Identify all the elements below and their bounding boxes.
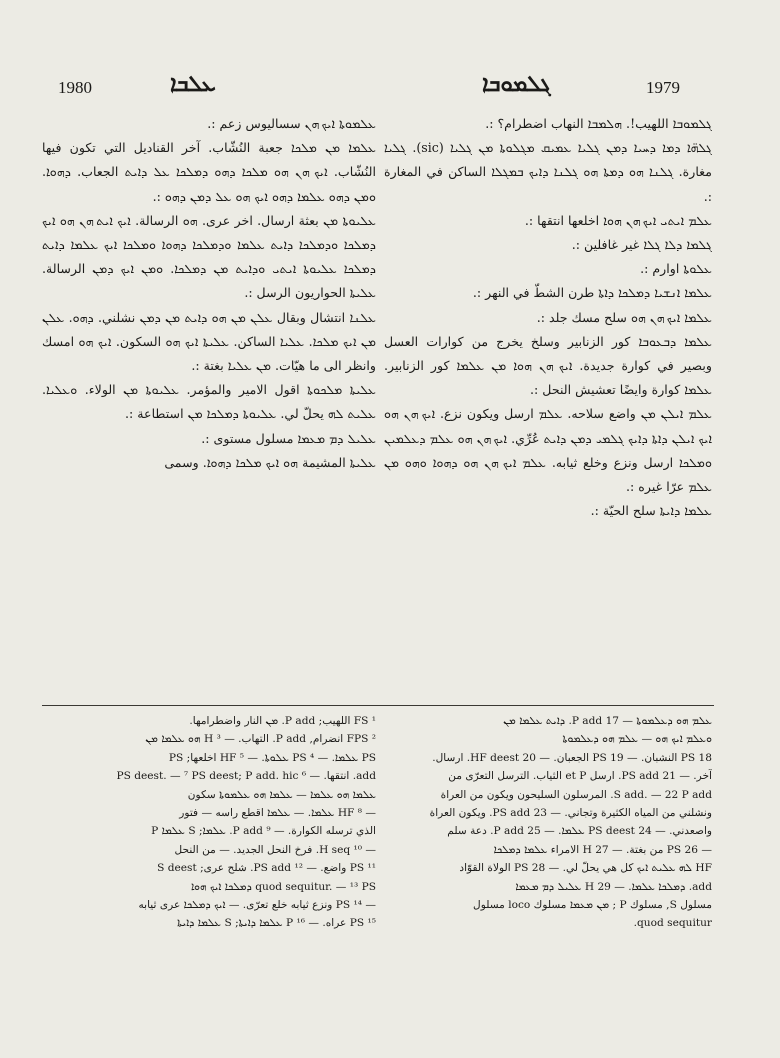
right-footnotes (384, 712, 712, 952)
left-entry-6: ܥܠܝܠ ܕܡ ܡܥܡܐ مسلول مستوى :. (201, 430, 376, 446)
right-footnote-line: add. ܕܡܠܟܐ ܥܠܡܐ. — 29 H ܥܠܝܠ ܕܡ ܡܥܡܐ (515, 880, 712, 893)
right-footnote-line: 18 PS النشبان. — 19 PS الجعبان. — 20 HF deest. ارسال. (432, 751, 712, 764)
right-footnote-line: مسلول S, مسلوك P ; ܡܢ ܡܥܡܐ مسلوك loco مسلول (473, 899, 712, 912)
left-running-head: ܥܠܒܐ (170, 72, 216, 97)
right-text-column (384, 112, 712, 697)
left-entry-5: ܥܠܝܬܐ ܡܠܟܘܬܐ اقول الامير والمؤمر. ܥܠܝܘܬܐ ܡܢ الولاء. ܘܥܠܝܐ. ܥܠܝܬ ܠܗ يحلّ لي. ܥܠܝܘܬܐ ܕܡܠܟܐ ܡܢ استطاعة :. (42, 382, 376, 422)
right-entry-3: ܥܠܡ ܐܝܬܝ ܐܝܟ ܗܢ ܗܘܐ اخلعها انتقها :. (524, 212, 712, 228)
right-footnote-line: S add. — 22 P add. المرسلون السليحون ويكون من العراة (440, 788, 712, 801)
left-entry-1: ܥܠܡܘܬܐ ܐܝܟ ܗܢ سساليوس زعم :. (207, 116, 376, 131)
right-entry-9: ܥܠܡ ܐܝܠܢ ܡܢ واضع سلاحه. ܥܠܡ ارسل ويكون نزع. ܐܝܟ ܗܢ ܗܘ ܐܝܟ ܐܝܠܢ ܕܐܬܐ ܕܐܝܟ ܓܠܡܝ ܕܡܢ ܕܐܝܬ عُرِّي. ܐܝܟ ܗܢ ܗܘ ܥܠܡ ܕܥܠܡܝܢ ܘܡܠܟܐ ارسل ونزع وخلع ثيابه. ܥܠܡ ܐܝܟ ܗܢ ܗܘ ܕܗܘܐ ܘܗܘ ܡܢ ܥܠܡ عرّا غيره :. (384, 406, 712, 495)
left-footnote-line: — ¹⁰ H seq. فرخ النحل الجديد. — من النحل (174, 843, 376, 856)
left-page-number: 1980 (58, 78, 92, 97)
right-footnote-line: ونشلني من المياه الكثيرة وتجاني. — 23 PS add. ويكون العراة (429, 807, 712, 820)
left-entry-7: ܥܠܝܬܐ المشيمة ܗܘ ܐܝܟ ܡܠܟܐ ܕܗܘܐ. وسمى (164, 454, 376, 470)
left-text-column (42, 112, 376, 697)
right-footnote-line: آخر. — 21 PS add. ارسل et P الثياب. الترسل التعرّى من (448, 770, 712, 783)
left-footnote-line: PS ܥܠܡܐ. — ⁴ PS ܥܠܘܬܐ. — ⁵ HF اخلعها; PS (168, 751, 376, 764)
left-entry-4: ܥܠܢܐ انتشال وبقال ܥܠܢ ܡܢ ܗܘ ܕܐܝܬ ܡܢ ܕܡܢ نشلني. ܕܗܘ. ܥܠܢ ܡܢ ܐܝܟ ܡܠܟܐ. ܥܠܝܐ الساكن. ܥܠܝܬܐ ܐܝܟ ܗܘ السكون. ܐܝܟ ܗܘ امسك وانظر الى ما هيّات. ܡܢ ܥܠܝܐ بغتة :. (42, 309, 376, 374)
right-footnote-line: HF ܠܗ ܥܠܝܬ ܐܝܟ كل هي يحلّ لي. — 28 PS الولاة القوّاد (459, 862, 712, 875)
right-entry-2: ܓܠܗ̈ܐ ܕܡܐ ܕܚܝܐ ܕܡܢ ܓܠܝܐ ܥܡܝܩ ܡܓܠܘܬܐ ܡܢ ܓܠܝܐ (sic). ܓܠܝܐ مغارة. ܓܠܢܐ ܗܘ ܕܡܬܐ ܗܘ ܓܠܢܐ ܕܐܝܟ ܒܡܓܠܐ الساكن في المغارة :. (384, 140, 712, 204)
left-entry-3: ܥܠܝܘܬܐ ܡܢ بعثة ارسال. اخر عرى. ܗܘ الرسالة. ܐܝܟ ܐܝܬ ܗܢ ܗܘ ܐܝܟ ܕܡܠܟܐ ܘܕܡܠܟܐ ܕܐܝܬ ܥܠܡܐ ܘܕܡܠܟܐ ܕܗܘܐ ܘܡܠܟܐ ܐܝܟ ܥܠܡܐ ܕܐܝܬ ܕܡܠܟܐ ܥܠܝܘܬܐ ܐܝܬܝ ܘܕܐܝܬ ܡܢ ܕܡܠܟܐ. ܘܡܢ ܐܝܟ ܕܡܢ الرسالة. ܥܠܝܬܐ الحواريون الرسل :. (42, 212, 376, 301)
right-running-head: ܓܠܡܘܒܐ (482, 72, 551, 97)
left-footnote-line: ¹⁵ PS عراه. — ¹⁶ P ܥܠܡܐ ܕܐܝܬܐ; S ܥܠܡܐ ܕܐܝܬܐ (177, 917, 376, 930)
right-entry-1: ܓܠܡܘܒܐ اللهيب!. ܗܠܡܒܐ النهاب اضطرام؟ :. (485, 116, 712, 131)
left-footnote-line: ² FPS انضرام, P add. التهاب. — ³ H ܗܘ ܥܠܡܐ ܡܢ (145, 733, 376, 746)
right-footnote-line: ܥܠܡ ܗܘ ܕܥܠܡܘܬܐ — 17 P add. ܕܐܝܬ ܥܠܡܐ ܡܢ (503, 715, 712, 727)
left-footnote-line: add. انتقها. — ⁶ PS deest. — ⁷ PS deest; P add. hic (116, 770, 376, 783)
right-entry-8: ܥܠܡܐ ܕܒܥܘܒܐ كور الزنابير وسلخ يخرج من كوارات العسل وبصير في كوارة جديدة. ܐܝܟ ܗܢ ܗܘܐ ܡܢ ܥܠܡܐ كور الزنابير. ܥܠܡܐ كوارة وايضًا تعشيش النحل :. (384, 333, 712, 398)
right-entry-6: ܥܠܡܐ ܐܢܫܝܐ ܕܡܠܟܐ ܕܐܬܐ طرن الشطّ في النهر :. (472, 285, 712, 301)
right-entry-7: ܥܠܡܐ ܐܝܟ ܗܢ ܗܘ سلح مسك جلد :. (536, 309, 712, 325)
right-entry-10: ܥܠܡܐ ܕܐܝܬܐ سلح الحيّة :. (590, 503, 712, 519)
left-footnote-line: ¹¹ PS واضع. — ¹² PS add. شلح عرى; S deest (157, 862, 376, 875)
left-footnote-line: quod sequitur. — ¹³ PS ܕܡܠܟܐ ܐܝܟ ܗܘܐ (190, 880, 376, 893)
right-footnote-line: — 26 PS من بغتة. — 27 H الامراء ܥܠܡܐ ܕܡܠܟܐ (493, 843, 712, 856)
left-footnote-line: ܥܠܡܐ ܗܘ ܥܠܡܐ — ܥܠܡܐ ܗܘ ܥܠܡܘܬܐ سكون (187, 788, 376, 801)
right-entry-5: ܥܠܘܬܐ اوارم :. (640, 261, 712, 277)
footnote-rule (42, 705, 714, 706)
right-footnote-line: quod sequitur. (633, 917, 712, 930)
left-footnote-line: — ⁸ HF ܥܠܡܐ. — ܥܠܡܐ اقطع راسه — فتور (179, 807, 376, 820)
right-footnote-line: واصعدني. — 24 PS deest ܥܠܡܐ. — 25 P add. دعة سلم (447, 825, 712, 838)
left-footnotes (44, 712, 376, 952)
left-footnote-line: الذي ترسله الكوارة. — ⁹ P add. ܥܠܡܐ; S ܥܠܡܐ P (151, 825, 376, 838)
right-entry-4: ܓܠܡܐ ܕܠܐ ܓܠܐ غير غافلين :. (571, 237, 712, 253)
left-footnote-line: — ¹⁴ PS ونزع ثيابه خلع تعرّى. — ܐܝܟ ܕܡܠܟܐ عرى ثيابه (138, 899, 376, 912)
left-entry-2: ܥܠܡܐ ܡܢ ܡܠܟܐ جعبة النُشّاب. آخر القناديل التي تكون فيها النُشّاب. ܐܝܟ ܗܢ ܗܘ ܡܠܟܐ ܕܗܘ ܕܡܠܟܐ ܥܠ ܕܐܝܬ الجعاب. ܕܗܘܐ. ܘܡܢ ܕܗܘ ܥܠܡܐ ܕܗܘ ܐܝܟ ܗܘ ܥܠ ܕܡܢ ܕܗܘ :. (42, 140, 376, 204)
right-footnote-line: ܘܥܠܡ ܐܝܟ ܗܘ — ܥܠܡ ܗܘ ܕܥܠܡܘܬܐ (562, 733, 712, 746)
right-page-number: 1979 (646, 78, 680, 97)
left-footnote-line: ¹ FS اللهيب; P add. ܡܢ النار واضطرامها. (189, 715, 376, 727)
